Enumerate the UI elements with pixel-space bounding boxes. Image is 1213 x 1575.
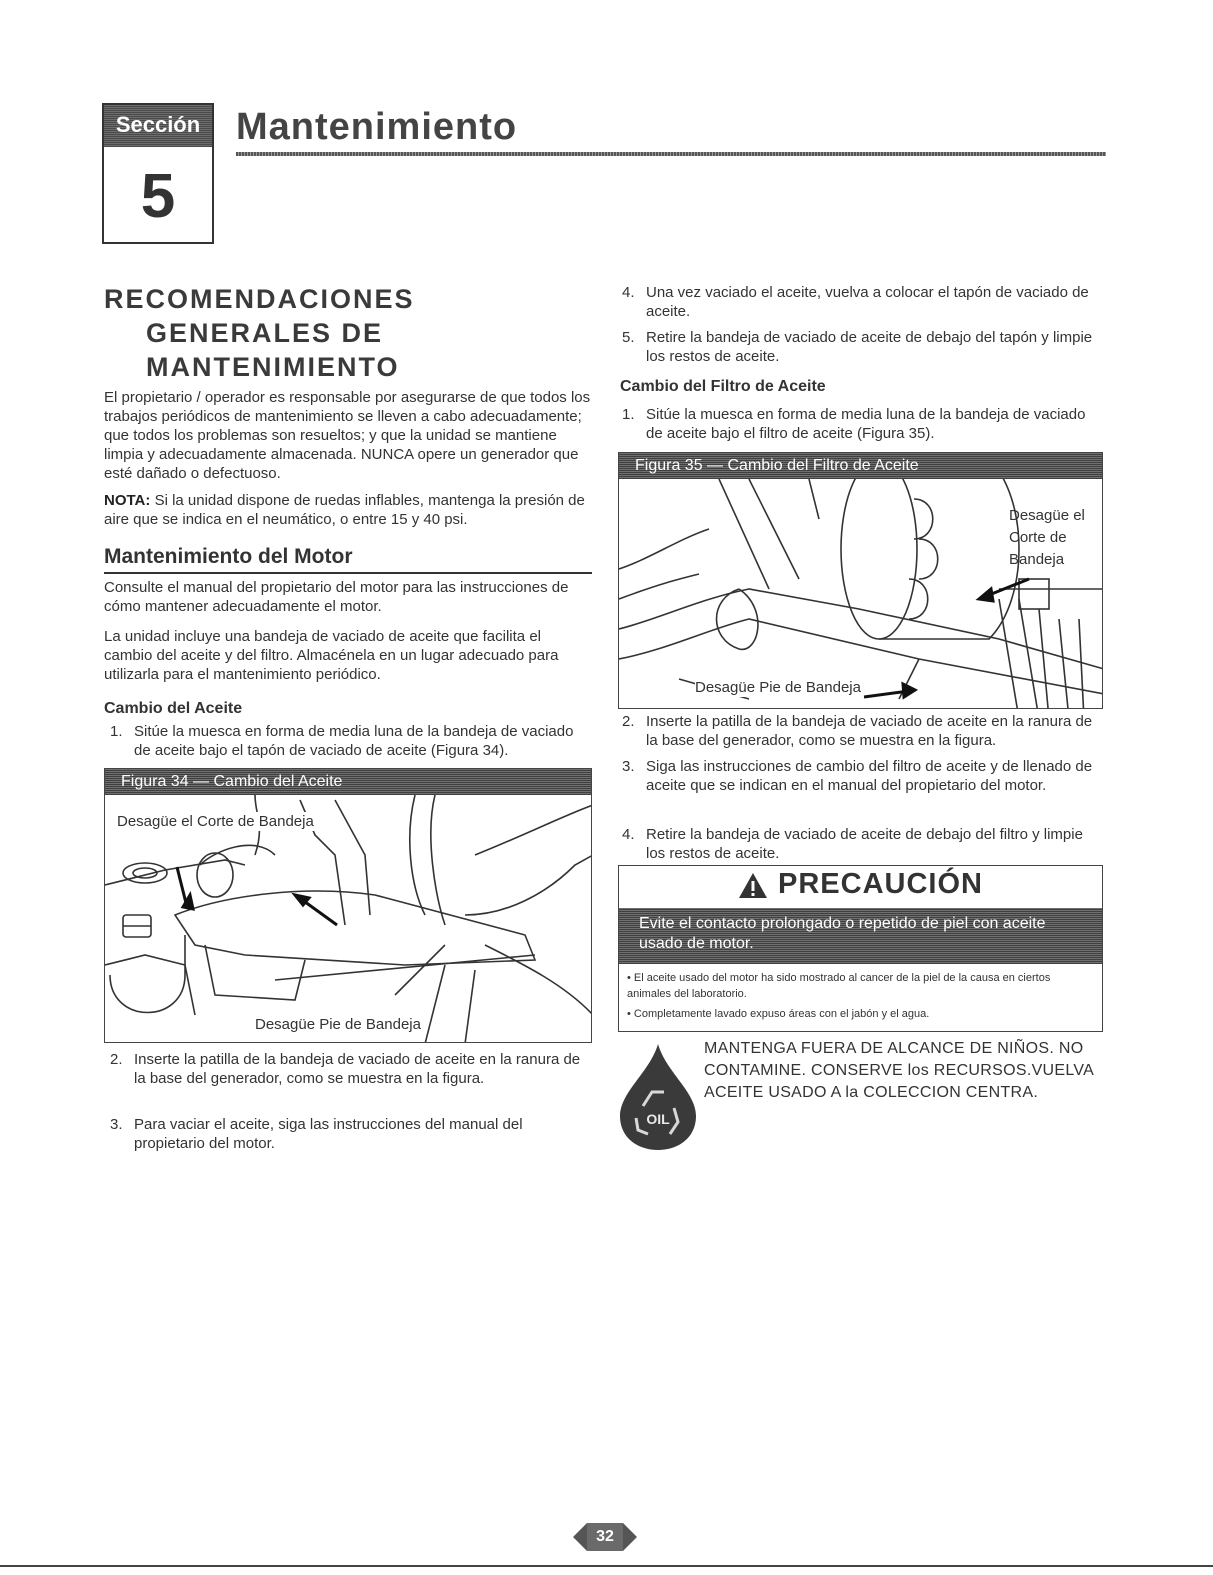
step-text: Una vez vaciado el aceite, vuelva a colocar el tapón de vaciado de aceite. xyxy=(646,284,1089,320)
figure-34-illustration xyxy=(105,795,591,1042)
step-number: 2. xyxy=(110,1051,123,1068)
figure-35-label-right xyxy=(1009,505,1085,571)
oil-drain-drawing xyxy=(105,795,592,1043)
engine-paragraph-1: Consulte el manual del propietario del motor para las instrucciones de cómo mantener adecuadamente el motor. xyxy=(104,579,569,615)
section-box xyxy=(102,103,214,244)
oil-step-4 xyxy=(622,283,1106,323)
filter-heading: Cambio del Filtro de Aceite xyxy=(620,378,826,395)
page-number-badge xyxy=(573,1520,637,1554)
caution-heading xyxy=(619,868,1102,901)
note-label: NOTA: xyxy=(104,492,151,509)
bottom-rule xyxy=(0,1565,1213,1567)
label-line: Desagüe el xyxy=(1009,507,1085,524)
caution-bullet-1 xyxy=(627,970,1094,1002)
oil-step-5 xyxy=(622,328,1106,368)
step-text: Siga las instrucciones de cambio del filtro de aceite y de llenado de aceite que se indican en el manual del propietario del motor. xyxy=(646,758,1093,794)
figure-34 xyxy=(104,768,592,1043)
step-number: 3. xyxy=(110,1116,123,1133)
filter-step-1 xyxy=(622,405,1106,445)
title-rule xyxy=(236,152,1106,156)
caution-bullet-2 xyxy=(627,1006,1094,1022)
filter-step-4 xyxy=(622,825,1106,865)
step-text: Sitúe la muesca en forma de media luna de la bandeja de vaciado de aceite bajo el filtro de aceite (Figura 35). xyxy=(646,406,1086,442)
page-title: Mantenimiento xyxy=(236,106,518,148)
caution-title: PRECAUCIÓN xyxy=(778,868,983,900)
caution-box xyxy=(618,865,1103,1032)
caution-band: Evite el contacto prolongado o repetido de piel con aceite usado de motor. xyxy=(619,908,1102,964)
figure-35-title: Figura 35 — Cambio del Filtro de Aceite xyxy=(619,453,1102,479)
main-heading-line-3: MANTENIMIENTO xyxy=(146,352,400,382)
oil-step-2 xyxy=(110,1050,594,1090)
step-number: 1. xyxy=(622,406,635,423)
label-line: Bandeja xyxy=(1009,551,1065,568)
filter-step-3 xyxy=(622,757,1106,817)
step-text: Retire la bandeja de vaciado de aceite de debajo del filtro y limpie los restos de aceite. xyxy=(646,826,1083,862)
oil-step-3 xyxy=(110,1115,594,1155)
step-text: Inserte la patilla de la bandeja de vaciado de aceite en la ranura de la base del generador, como se muestra en la figura. xyxy=(646,713,1093,749)
step-number: 3. xyxy=(622,758,635,775)
note-paragraph xyxy=(104,491,592,529)
section-number: 5 xyxy=(140,162,176,231)
figure-34-label-bottom: Desagüe Pie de Bandeja xyxy=(255,1016,421,1033)
section-label: Sección xyxy=(104,105,212,147)
figure-35 xyxy=(618,452,1103,709)
engine-heading: Mantenimiento del Motor xyxy=(104,545,353,568)
step-text: Sitúe la muesca en forma de media luna de la bandeja de vaciado de aceite bajo el tapón de vaciado de aceite (Figura 34). xyxy=(134,723,574,759)
oil-icon-label: OIL xyxy=(646,1111,670,1127)
oil-change-heading: Cambio del Aceite xyxy=(104,700,243,717)
oil-recycle-icon xyxy=(618,1042,698,1152)
main-heading-line-1: RECOMENDACIONES xyxy=(104,284,415,314)
engine-paragraph-2: La unidad incluye una bandeja de vaciado de aceite que facilita el cambio del aceite y del filtro. Almacénela en un lugar adecuado para utilizarla para el mantenimiento periódico. xyxy=(104,628,559,683)
filter-step-2 xyxy=(622,712,1106,752)
step-number: 5. xyxy=(622,329,635,346)
step-text: Inserte la patilla de la bandeja de vaciado de aceite en la ranura de la base del generador, como se muestra en la figura. xyxy=(134,1051,581,1087)
oil-step-1 xyxy=(110,722,594,762)
figure-34-label-top: Desagüe el Corte de Bandeja xyxy=(117,813,314,830)
intro-paragraph: El propietario / operador es responsable por asegurarse de que todos los trabajos periódicos de mantenimiento se lleven a cabo adecuadamente; que todos los problemas son resueltos; y que la unidad se mantiene limpia y adecuadamente almacenada. NUNCA opere un generador que esté dañado o defectuoso. xyxy=(104,389,591,482)
step-text: Retire la bandeja de vaciado de aceite de debajo del tapón y limpie los restos de aceite. xyxy=(646,329,1093,365)
bullet-text: El aceite usado del motor ha sido mostrado al cancer de la piel de la causa en ciertos animales del laboratorio. xyxy=(627,972,1051,1000)
step-number: 2. xyxy=(622,713,635,730)
label-line: Corte de xyxy=(1009,529,1067,546)
step-text: Para vaciar el aceite, siga las instrucciones del manual del propietario del motor. xyxy=(134,1116,523,1152)
main-heading-line-2: GENERALES DE xyxy=(146,318,384,348)
step-number: 4. xyxy=(622,284,635,301)
warning-triangle-icon xyxy=(738,872,768,899)
page-number: 32 xyxy=(596,1528,614,1545)
engine-heading-rule xyxy=(104,572,592,574)
step-number: 4. xyxy=(622,826,635,843)
recycle-notice: MANTENGA FUERA DE ALCANCE DE NIÑOS. NO CONTAMINE. CONSERVE los RECURSOS.VUELVA ACEITE USADO A la COLECCION CENTRA. xyxy=(704,1040,1094,1101)
bullet-dot-icon: • xyxy=(627,1008,631,1020)
figure-35-label-bottom: Desagüe Pie de Bandeja xyxy=(695,679,861,696)
step-number: 1. xyxy=(110,723,123,740)
figure-34-title: Figura 34 — Cambio del Aceite xyxy=(105,769,591,795)
bullet-dot-icon: • xyxy=(627,972,631,984)
note-text: Si la unidad dispone de ruedas inflables, mantenga la presión de aire que se indica en el neumático, o entre 15 y 40 psi. xyxy=(104,492,585,528)
bullet-text: Completamente lavado expuso áreas con el jabón y el agua. xyxy=(633,1008,930,1020)
